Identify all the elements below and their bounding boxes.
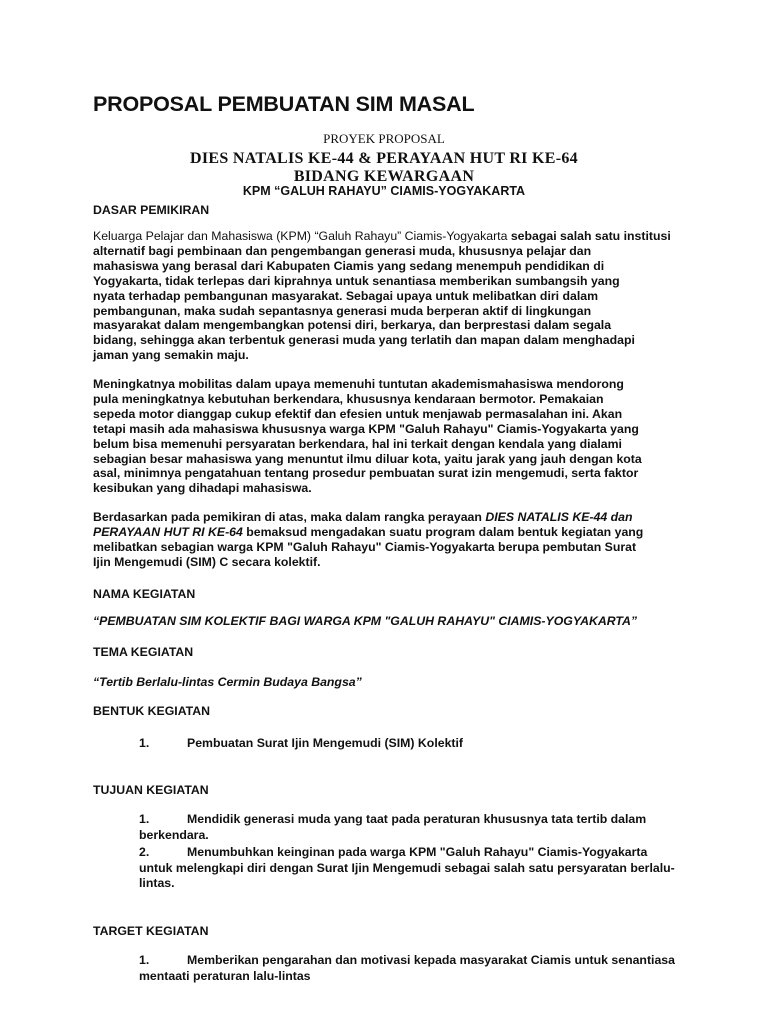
proyek-label: PROYEK PROPOSAL bbox=[323, 131, 445, 146]
heading-tujuan-kegiatan: TUJUAN KEGIATAN bbox=[93, 783, 209, 797]
heading-bentuk-kegiatan: BENTUK KEGIATAN bbox=[93, 704, 211, 718]
target-item-1-text: Memberikan pengarahan dan motivasi kepada masyarakat Ciamis untuk senantiasa mentaati peraturan lalu-lintas bbox=[139, 953, 675, 983]
nama-kegiatan-value: “PEMBUATAN SIM KOLEKTIF BAGI WARGA KPM "GALUH RAHAYU" CIAMIS-YOGYAKARTA” bbox=[93, 614, 638, 628]
paragraph-dasar-3-event-a: DIES NATALIS KE-44 dan bbox=[485, 510, 633, 524]
paragraph-dasar-3-body: bemaksud mengadakan suatu program dalam bentuk kegiatan yang melibatkan sebagian warga KPM "Galuh Rahayu" Ciamis-Yogyakarta berupa pembutan Surat Ijin Mengemudi (SIM) C secara kolektif. bbox=[93, 524, 644, 569]
tujuan-item-1-number: 1. bbox=[139, 812, 150, 826]
paragraph-dasar-1-lead: Keluarga Pelajar dan Mahasiswa (KPM) “Galuh Rahayu” Ciamis-Yogyakarta bbox=[93, 229, 508, 243]
heading-tema-kegiatan: TEMA KEGIATAN bbox=[93, 645, 194, 659]
tujuan-item-2-text: Menumbuhkan keinginan pada warga KPM "Galuh Rahayu" Ciamis-Yogyakarta untuk melengkapi diri dengan Surat Ijin Mengemudi sebagai salah satu persyaratan berlalu-lintas. bbox=[139, 845, 675, 891]
paragraph-dasar-2: Meningkatnya mobilitas dalam upaya memenuhi tuntutan akademismahasiswa mendorong pula meningkatnya kebutuhan berkendara, khususnya kendaraan bermotor. Pemakaian sepeda motor dianggap cukup efektif dan efesien untuk menjawab permasalahan ini. Akan tetapi masih ada mahasiswa khususnya warga KPM "Galuh Rahayu" Ciamis-Yogyakarta yang belum bisa memenuhi persyaratan berkendara, hal ini terkait dengan kendala yang dialami sebagian besar mahasiswa yang menuntut ilmu diluar kota, yaitu jarak yang jauh dengan kota asal, minimnya pengatahuan tentang prosedur pembuatan surat izin mengemudi, serta faktor kesibukan yang dihadapi mahasiswa. bbox=[93, 377, 642, 496]
bentuk-item-1 bbox=[139, 736, 679, 752]
organization-name: KPM “GALUH RAHAYU” CIAMIS-YOGYAKARTA bbox=[242, 184, 526, 198]
tujuan-item-2 bbox=[139, 845, 679, 892]
document-title: PROPOSAL PEMBUATAN SIM MASAL bbox=[93, 92, 475, 116]
heading-nama-kegiatan: NAMA KEGIATAN bbox=[93, 587, 196, 601]
tujuan-item-1 bbox=[139, 812, 679, 843]
event-title-line2: BIDANG KEWARGAAN bbox=[293, 168, 475, 185]
paragraph-dasar-3-event-b: PERAYAAN HUT RI KE-64 bbox=[93, 524, 243, 539]
paragraph-dasar-1 bbox=[93, 229, 693, 363]
tujuan-item-2-number: 2. bbox=[139, 845, 150, 859]
paragraph-dasar-3 bbox=[93, 510, 693, 570]
tujuan-item-1-text: Mendidik generasi muda yang taat pada peraturan khususnya tata tertib dalam berkendara. bbox=[139, 812, 647, 842]
paragraph-dasar-1-body: sebagai salah satu institusi alternatif bagi pembinaan dan pengembangan generasi muda, khususnya pelajar dan mahasiswa yang berasal dari Kabupaten Ciamis yang sedang menempuh pendidikan di Yogyakarta, tidak terlepas dari kiprahnya untuk senantiasa memberikan sumbangsih yang nyata terhadap pembangunan masyarakat. Sebagai upaya untuk melibatkan diri dalam pembangunan, maka sudah sepantasnya generasi muda berperan aktif di lingkungan masyarakat dalam mengembangkan potensi diri, berkarya, dan berprestasi dalam segala bidang, sehingga akan terbentuk generasi muda yang terlatih dan mapan dalam menghadapi jaman yang semakin maju. bbox=[93, 229, 671, 363]
event-title-line1: DIES NATALIS KE-44 & PERAYAAN HUT RI KE-64 bbox=[190, 150, 578, 167]
target-item-1-number: 1. bbox=[139, 953, 150, 967]
bentuk-item-1-number: 1. bbox=[139, 736, 150, 750]
paragraph-dasar-3-intro: Berdasarkan pada pemikiran di atas, maka dalam rangka perayaan bbox=[93, 510, 486, 524]
heading-dasar-pemikiran: DASAR PEMIKIRAN bbox=[93, 203, 210, 217]
bentuk-item-1-text: Pembuatan Surat Ijin Mengemudi (SIM) Kolektif bbox=[187, 736, 464, 750]
target-item-1 bbox=[139, 953, 679, 984]
tema-kegiatan-value: “Tertib Berlalu-lintas Cermin Budaya Bangsa” bbox=[93, 675, 362, 689]
heading-target-kegiatan: TARGET KEGIATAN bbox=[93, 924, 209, 938]
